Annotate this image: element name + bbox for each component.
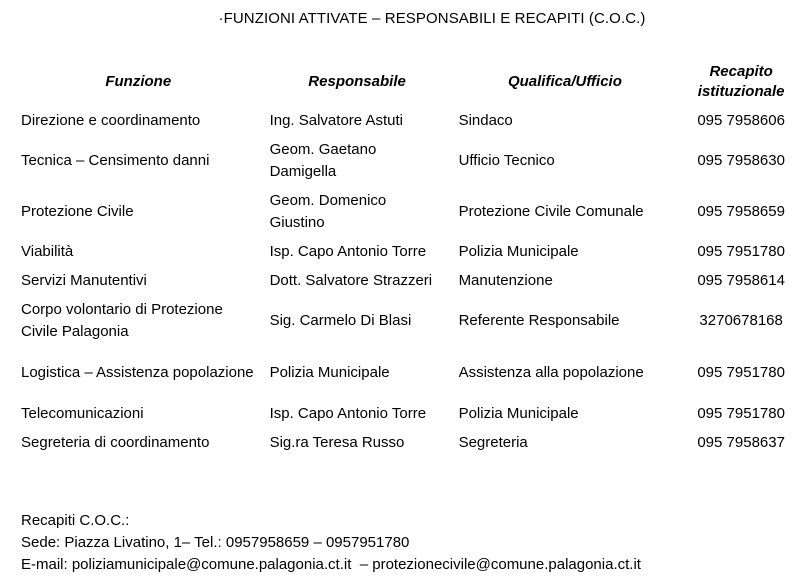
cell-funzione: Logistica – Assistenza popolazione: [21, 363, 254, 381]
cell-funzione: Telecomunicazioni: [21, 404, 144, 422]
cell-funzione: Protezione Civile: [21, 202, 134, 220]
cell-qualifica: Referente Responsabile: [458, 311, 620, 329]
cell-responsabile: Geom. Gaetano Damigella: [269, 140, 377, 180]
cell-qualifica: Assistenza alla popolazione: [458, 363, 644, 381]
cell-qualifica: Sindaco: [458, 111, 513, 129]
cell-recapito: 095 7958637: [697, 433, 785, 451]
cell-qualifica: Ufficio Tecnico: [458, 151, 555, 169]
cell-responsabile: Isp. Capo Antonio Torre: [269, 404, 427, 422]
cell-qualifica: Segreteria: [458, 433, 528, 451]
cell-qualifica: Polizia Municipale: [458, 404, 579, 422]
cell-qualifica: Manutenzione: [458, 271, 553, 289]
cell-recapito: 095 7951780: [697, 242, 785, 260]
cell-qualifica: Protezione Civile Comunale: [458, 202, 644, 220]
contacts-sede: Sede: Piazza Livatino, 1– Tel.: 0957958659 – 0957951780: [21, 534, 410, 551]
cell-responsabile: Isp. Capo Antonio Torre: [269, 242, 427, 260]
table-row: [14, 237, 804, 266]
table-row: [14, 266, 804, 295]
header-recapito-line1: Recapito: [709, 63, 773, 80]
table-row: [14, 346, 804, 399]
functions-table: [14, 58, 804, 457]
cell-recapito: 095 7951780: [697, 404, 785, 422]
cell-funzione: Tecnica – Censimento danni: [21, 151, 210, 169]
header-qualifica: Qualifica/Ufficio: [507, 73, 622, 90]
cell-responsabile: Polizia Municipale: [269, 363, 390, 381]
header-recapito: [678, 58, 804, 106]
cell-recapito: 3270678168: [699, 311, 783, 329]
contacts-block: [21, 510, 641, 576]
header-responsabile: Responsabile: [308, 73, 406, 90]
page-title: ·FUNZIONI ATTIVATE – RESPONSABILI E RECAPITI (C.O.C.): [218, 10, 646, 27]
table-header-row: [14, 58, 804, 106]
cell-qualifica: Polizia Municipale: [458, 242, 579, 260]
cell-funzione: Direzione e coordinamento: [21, 111, 201, 129]
table-row: [14, 186, 804, 237]
cell-recapito: 095 7958659: [697, 202, 785, 220]
contacts-heading: Recapiti C.O.C.:: [21, 512, 130, 529]
table-row: [14, 399, 804, 428]
cell-recapito: 095 7958630: [697, 151, 785, 169]
cell-responsabile: Sig.ra Teresa Russo: [269, 433, 405, 451]
cell-responsabile: Ing. Salvatore Astuti: [269, 111, 403, 129]
contacts-email: E-mail: poliziamunicipale@comune.palagonia.ct.it – protezionecivile@comune.palagonia.ct.it: [21, 556, 641, 573]
table-row: [14, 295, 804, 346]
cell-funzione: Viabilità: [21, 242, 74, 260]
cell-funzione: Segreteria di coordinamento: [21, 433, 210, 451]
table-row: [14, 135, 804, 186]
cell-responsabile: Sig. Carmelo Di Blasi: [269, 311, 412, 329]
table-row: [14, 106, 804, 135]
cell-responsabile: Dott. Salvatore Strazzeri: [269, 271, 433, 289]
cell-recapito: 095 7951780: [697, 363, 785, 381]
table-row: [14, 428, 804, 457]
header-funzione: Funzione: [105, 73, 172, 90]
cell-funzione: Corpo volontario di Protezione Civile Palagonia: [21, 300, 223, 340]
cell-recapito: 095 7958614: [697, 271, 785, 289]
header-recapito-line2: istituzionale: [697, 83, 785, 100]
cell-recapito: 095 7958606: [697, 111, 785, 129]
cell-responsabile: Geom. Domenico Giustino: [269, 191, 387, 231]
cell-funzione: Servizi Manutentivi: [21, 271, 147, 289]
